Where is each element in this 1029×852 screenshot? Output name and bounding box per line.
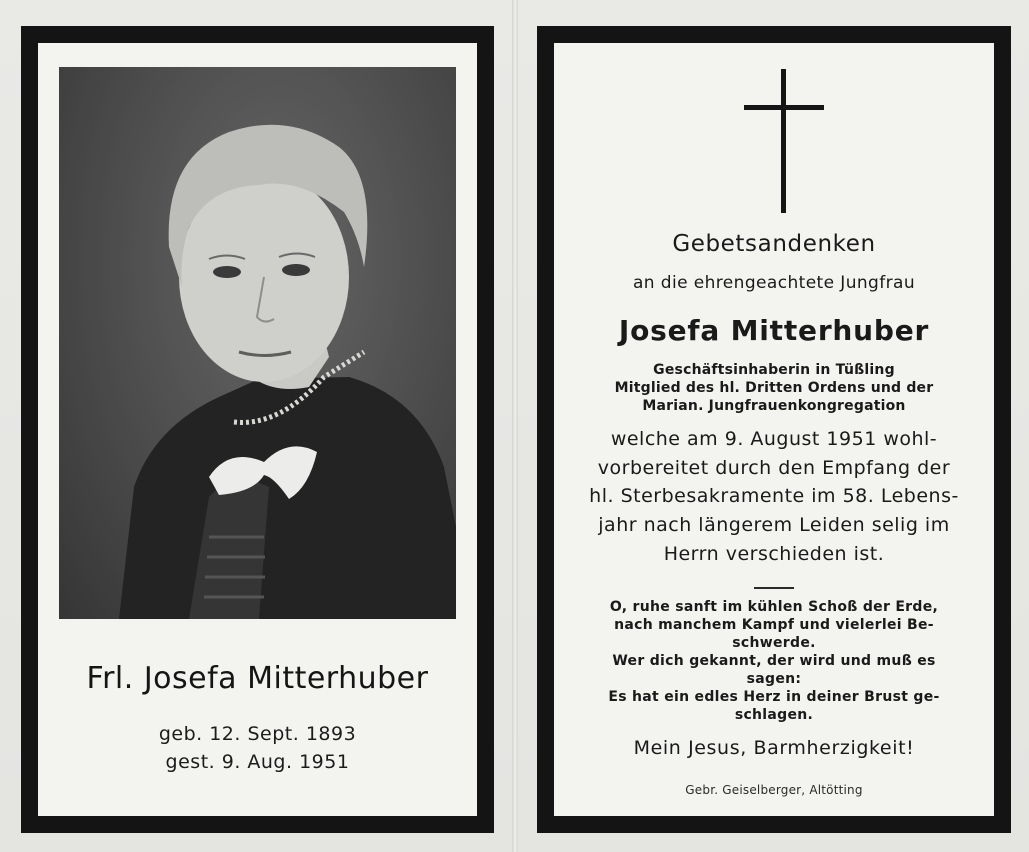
body-text-line: jahr nach längerem Leiden selig im (598, 514, 950, 536)
card-fold (512, 0, 518, 852)
body-text-line: Herrn verschieden ist. (663, 543, 885, 565)
printer-credit: Gebr. Geiselberger, Altötting (685, 783, 863, 797)
body-text-line: welche am 9. August 1951 wohl- (610, 428, 938, 450)
portrait-illustration (59, 67, 456, 619)
verse-line: sagen: (746, 671, 802, 687)
deceased-name: Josefa Mitterhuber (618, 314, 930, 347)
right-card (537, 26, 1011, 833)
latin-cross-icon (744, 69, 824, 213)
verse-line: O, ruhe sanft im kühlen Schoß der Erde, (609, 599, 939, 615)
occupation-line: Mitglied des hl. Dritten Ordens und der (614, 380, 934, 396)
birth-date: geb. 12. Sept. 1893 (158, 723, 357, 745)
body-text-line: vorbereitet durch den Empfang der (597, 457, 951, 479)
verse-line: schlagen. (734, 707, 814, 723)
card-heading: Gebetsandenken (672, 231, 876, 257)
verse-line: Wer dich gekannt, der wird und muß es (612, 653, 936, 669)
section-divider (754, 587, 794, 589)
closing-prayer: Mein Jesus, Barmherzigkeit! (633, 737, 915, 759)
death-date: gest. 9. Aug. 1951 (165, 751, 350, 773)
occupation-line: Marian. Jungfrauenkongregation (642, 398, 906, 414)
portrait-photo (59, 67, 456, 619)
card-subheading: an die ehrengeachtete Jungfrau (632, 273, 916, 293)
verse-line: nach manchem Kampf und vielerlei Be- (614, 617, 934, 633)
verse-line: schwerde. (732, 635, 816, 651)
verse-line: Es hat ein edles Herz in deiner Brust ge- (608, 689, 940, 705)
left-card (21, 26, 494, 833)
occupation-line: Geschäftsinhaberin in Tüßling (653, 362, 895, 378)
deceased-name-caption: Frl. Josefa Mitterhuber (86, 661, 429, 696)
body-text-line: hl. Sterbesakramente im 58. Lebens- (589, 485, 959, 507)
